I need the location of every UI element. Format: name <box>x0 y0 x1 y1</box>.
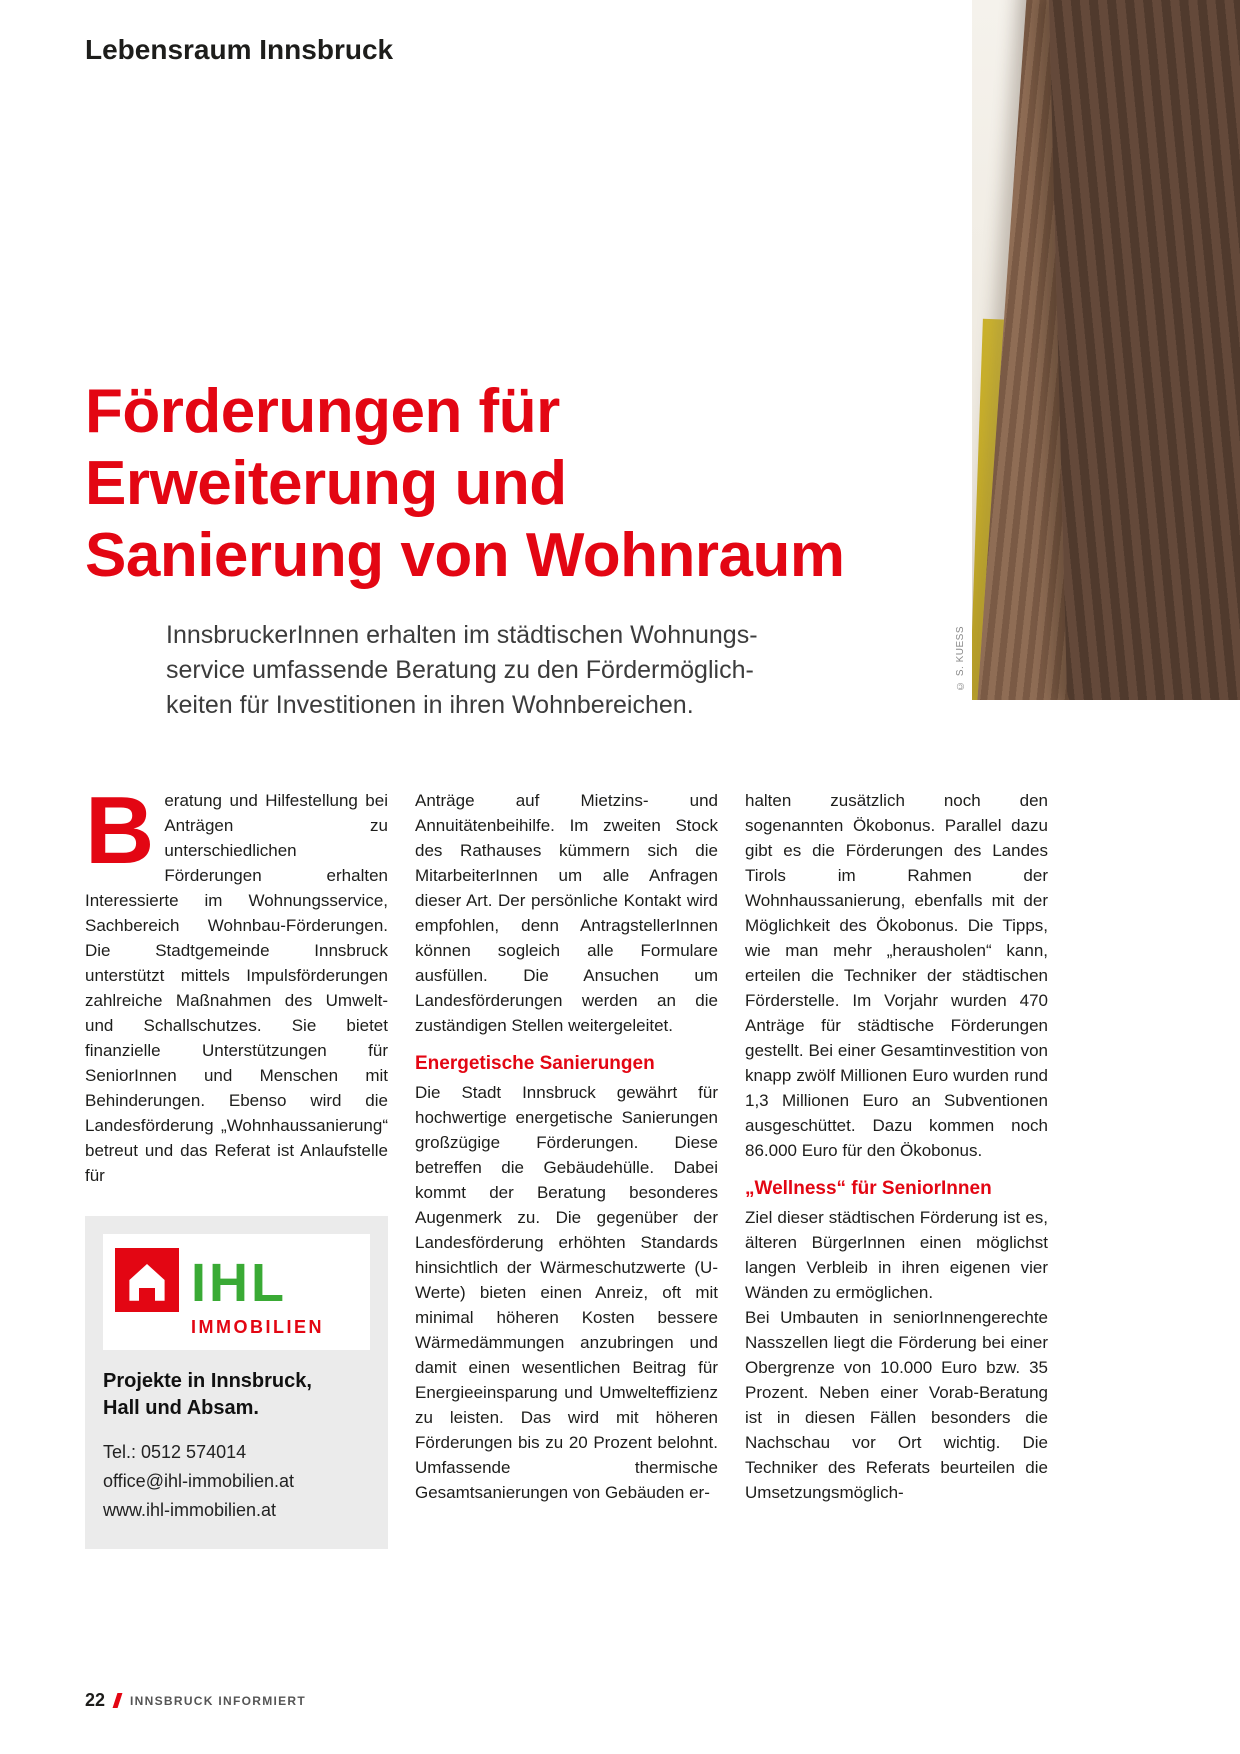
subheading-wellness-seniorinnen: „Wellness“ für SeniorInnen <box>745 1178 992 1199</box>
ad-contact-block <box>103 1438 370 1525</box>
page-title <box>85 376 844 592</box>
ad-phone: Tel.: 0512 574014 <box>103 1442 247 1462</box>
ihl-logo <box>103 1234 370 1350</box>
page-number: 22 <box>85 1690 106 1710</box>
page-footer <box>85 1690 306 1711</box>
ad-tagline-line-1: Projekte in Innsbruck, <box>103 1370 312 1392</box>
footer-divider-bar <box>113 1693 123 1708</box>
article-paragraph: halten zusätzlich noch den sogenannten Ökobonus. Parallel dazu gibt es die Förderungen des Landes Tirols im Rahmen der Wohnhaussanierung, ebenfalls mit der Möglichkeit des Ökobonus. Die Tipps, wie man mehr „herausholen“ kann, erteilen die Techniker der städtischen Förderstelle. Im Vorjahr wurden 470 Anträge für städtische Förderungen gestellt. Bei einer Gesamtinvestition von knapp zwölf Millionen Euro wurden rund 1,3 Millionen Euro an Subventionen ausgeschüttet. Dazu kommen noch 86.000 Euro für den Ökobonus. <box>745 791 1048 1160</box>
subheading-energetische-sanierungen: Energetische Sanierungen <box>415 1053 655 1074</box>
article-paragraph: Ziel dieser städtischen Förderung ist es, älteren BürgerInnen einen möglichst langen Verbleib in ihren eigenen vier Wänden zu ermöglichen. <box>745 1208 1048 1302</box>
section-label: Lebensraum Innsbruck <box>85 34 394 65</box>
ihl-advertisement <box>85 1216 388 1549</box>
magazine-name: INNSBRUCK INFORMIERT <box>130 1693 307 1708</box>
ad-email: office@ihl-immobilien.at <box>103 1471 295 1491</box>
dark-bathrobe-shape <box>1049 0 1240 700</box>
photo-credit: © S. KUESS <box>955 626 966 691</box>
article-photo <box>972 0 1240 700</box>
intro-line-3: keiten für Investitionen in ihren Wohnbereichen. <box>166 691 694 719</box>
article-paragraph: Bei Umbauten in seniorInnengerechte Nasszellen liegt die Förderung bei einer Obergrenze von 10.000 Euro bzw. 35 Prozent. Neben einer Vorab-Beratung ist in diesen Fällen besonders die Nachschau vor Ort wichtig. Die Techniker des Referats beurteilen die Umsetzungsmöglich- <box>745 1308 1048 1502</box>
article-paragraph: Die Stadt Innsbruck gewährt für hochwertige energetische Sanierungen großzügige Förderungen. Diese betreffen die Gebäudehülle. Dabei kommt der Beratung besonderes Augenmerk zu. Die gegenüber der Landesförderung erhöhten Standards hinsichtlich der Wärmeschutzwerte (U-Werte) bieten einen Anreiz, oft mit minimal höheren Kosten bessere Wärmedämmungen anzubringen und damit einen wesentlichen Beitrag für Energieeinsparung und Umwelteffizienz zu leisten. Das wird mit höheren Förderungen bis zu 20 Prozent belohnt. Umfassende thermische Gesamtsanierungen von Gebäuden er- <box>415 1083 718 1502</box>
article-paragraph <box>85 777 388 1188</box>
ad-tagline-line-2: Hall und Absam. <box>103 1397 259 1419</box>
headline-line-1: Förderungen für <box>85 377 560 446</box>
article-column-3 <box>745 788 1048 1505</box>
article-column-1 <box>85 777 388 1549</box>
ad-tagline <box>103 1368 370 1422</box>
article-intro <box>166 618 758 723</box>
ihl-house-icon <box>115 1248 179 1312</box>
headline-line-3: Sanierung von Wohnraum <box>85 521 845 590</box>
ad-website: www.ihl-immobilien.at <box>103 1500 277 1520</box>
article-column-2 <box>415 788 718 1505</box>
ihl-logo-row <box>115 1248 358 1312</box>
ihl-logo-subtext: IMMOBILIEN <box>191 1317 324 1337</box>
ihl-logo-text: IHL <box>191 1253 287 1313</box>
headline-line-2: Erweiterung und <box>85 449 567 518</box>
intro-line-2: service umfassende Beratung zu den Fördermöglich- <box>166 656 754 684</box>
intro-line-1: InnsbruckerInnen erhalten im städtischen Wohnungs- <box>166 621 758 649</box>
article-paragraph: Anträge auf Mietzins- und Annuitätenbeihilfe. Im zweiten Stock des Rathauses kümmern sich die MitarbeiterInnen um alle Anfragen dieser Art. Der persönliche Kontakt wird empfohlen, denn AntragstellerInnen können sogleich alle Formulare ausfüllen. Die Ansuchen um Landesförderungen werden an die zuständigen Stellen weitergeleitet. <box>415 791 718 1035</box>
drop-cap: B <box>85 777 155 884</box>
paragraph-text: eratung und Hilfestellung bei Anträgen zu unterschiedlichen Förderungen erhalten Interessierte im Wohnungsservice, Sachbereich Wohnbau-Förderungen. Die Stadtgemeinde Innsbruck unterstützt mittels Impulsförderungen zahlreiche Maßnahmen des Umwelt- und Schallschutzes. Sie bietet finanzielle Unterstützungen für SeniorInnen und Menschen mit Behinderungen. Ebenso wird die Landesförderung „Wohnhaussanierung“ betreut und das Referat ist Anlaufstelle für <box>85 791 388 1185</box>
